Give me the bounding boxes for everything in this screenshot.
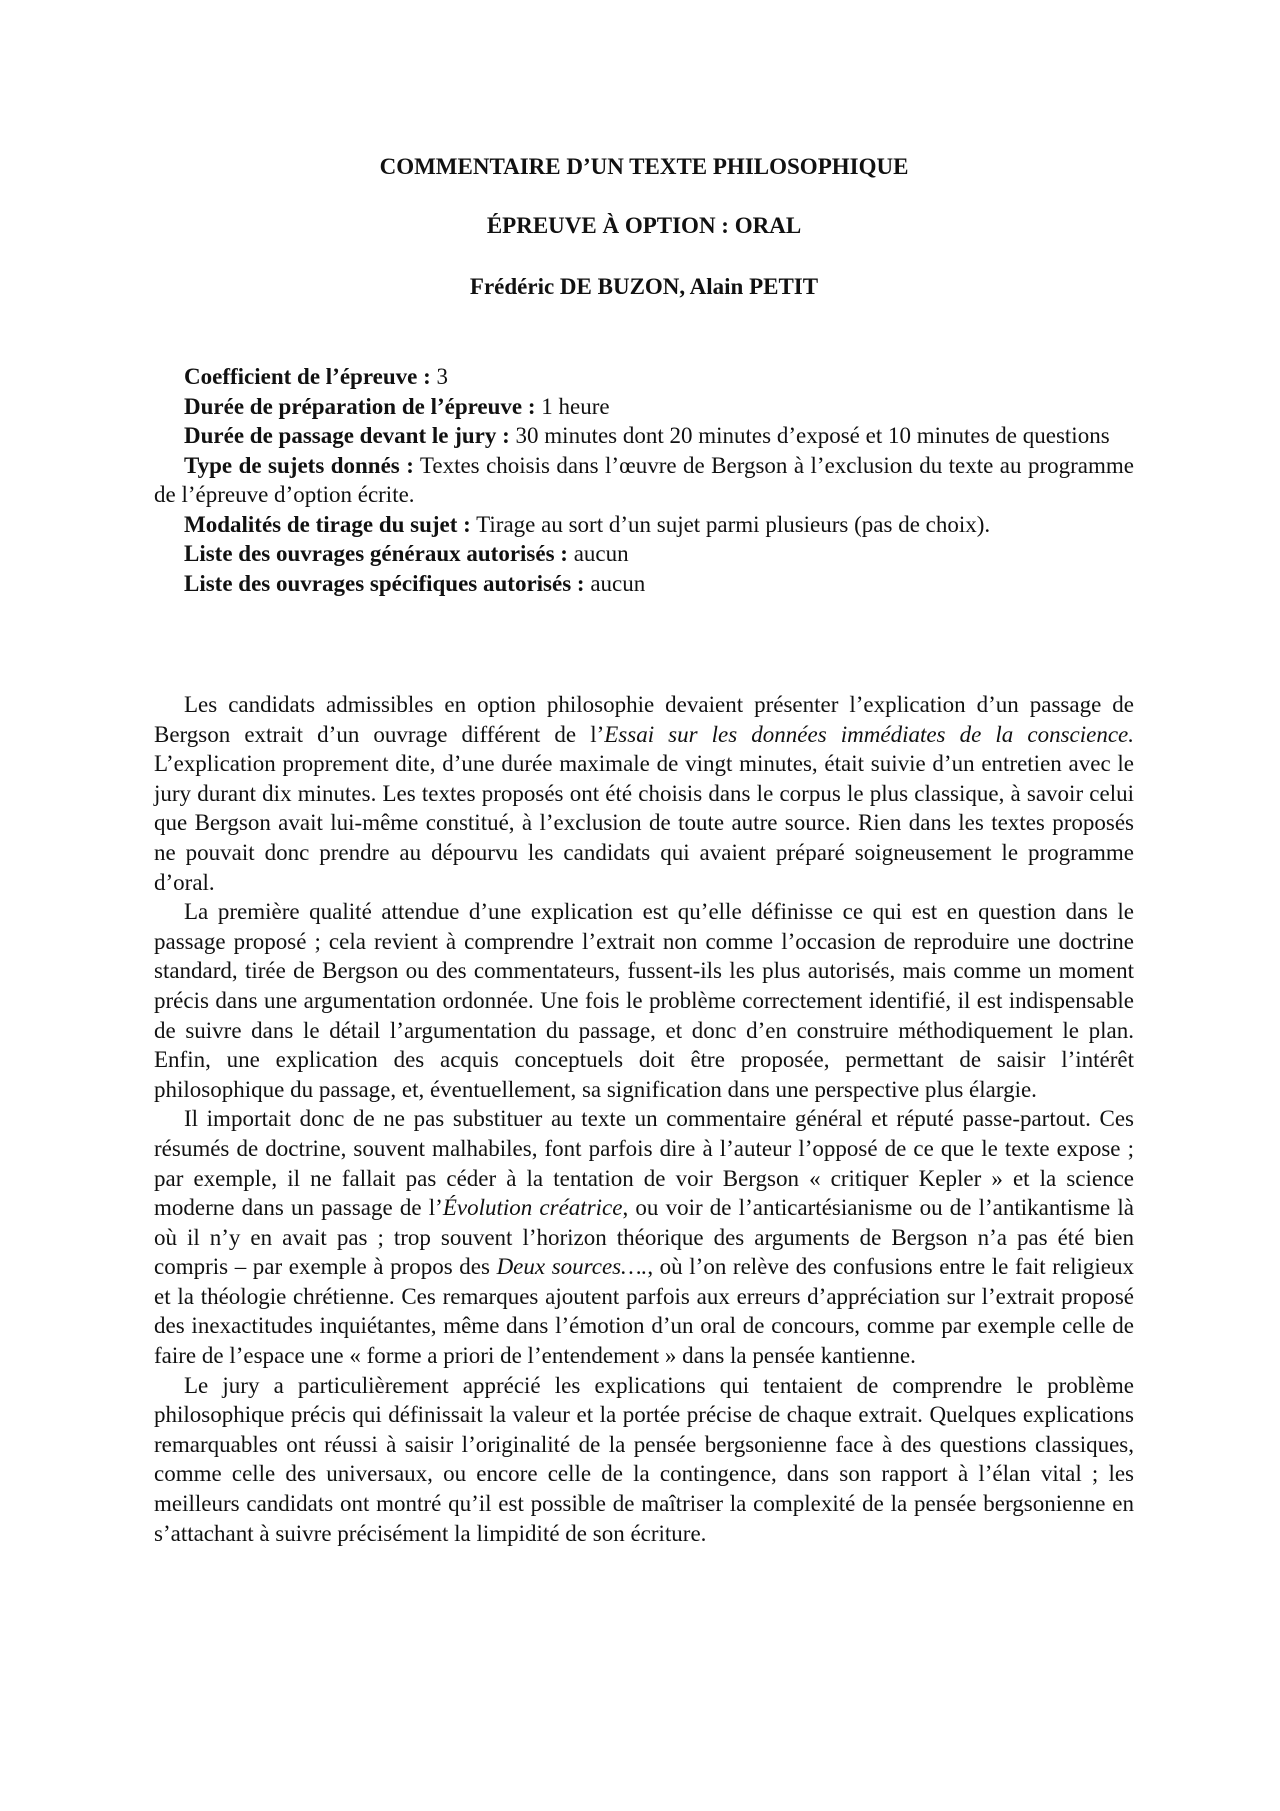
info-coefficient (154, 362, 1134, 392)
info-value: aucun (584, 570, 646, 596)
report-body (154, 690, 1134, 1548)
paragraph-1 (154, 690, 1134, 897)
info-label: Coefficient de l’épreuve : (184, 364, 431, 389)
book-title: Essai sur les données immédiates de la conscience. (604, 721, 1134, 747)
info-type-sujets (154, 451, 1134, 510)
info-tirage (154, 510, 1134, 540)
info-value: Tirage au sort d’un sujet parmi plusieurs (pas de choix). (470, 511, 991, 537)
book-title: Deux sources…. (496, 1254, 648, 1280)
info-label: Liste des ouvrages spécifiques autorisés : (184, 570, 585, 596)
paragraph-text: Il importait donc de ne pas substituer au texte un commentaire général et réputé passe-partout. Ces résumés de doctrine, souvent malhabiles, font parfois dire à l’auteur l’opposé de ce que le texte expose ; par exemple, il ne fallait pas céder à la tentation de voir Bergson « critiquer Kepler » et la science moderne dans un passage de l’ (154, 1106, 1134, 1221)
book-title: Évolution créatrice (442, 1195, 623, 1221)
document-title: COMMENTAIRE D’UN TEXTE PHILOSOPHIQUE (379, 154, 909, 179)
paragraph-text: L’explication proprement dite, d’une durée maximale de vingt minutes, était suivie d’un entretien avec le jury durant dix minutes. Les textes proposés ont été choisis dans le corpus le plus classique, à savoir celui que Bergson avait lui-même constitué, à l’exclusion de toute autre source. Rien dans les textes proposés ne pouvait donc prendre au dépourvu les candidats qui avaient préparé soigneusement le programme d’oral. (154, 751, 1134, 895)
info-label: Liste des ouvrages généraux autorisés : (184, 541, 568, 566)
document-subtitle: ÉPREUVE À OPTION : ORAL (486, 213, 802, 238)
info-preparation (154, 392, 1134, 422)
info-value: aucun (567, 541, 629, 566)
info-value: 3 (430, 364, 448, 389)
exam-info-block (154, 362, 1134, 598)
paragraph-4: Le jury a particulièrement apprécié les explications qui tentaient de comprendre le problème philosophique précis qui définissait la valeur et la portée précise de chaque extrait. Quelques explications remarquables ont réussi à saisir l’originalité de la pensée bergsonienne face à des questions classiques, comme celle des universaux, ou encore celle de la contingence, dans son rapport à l’élan vital ; les meilleurs candidats ont montré qu’il est possible de maîtriser la complexité de la pensée bergsonienne en s’attachant à suivre précisément la limpidité de son écriture. (154, 1372, 1134, 1546)
paragraph-text: , ou voir de l’anticartésianisme ou de l’antikantisme là où il n’y en avait pas ; trop souvent l’horizon théorique des arguments de Bergson n’a pas été bien compris – par exemple à propos des (154, 1195, 1134, 1280)
info-value: 30 minutes dont 20 minutes d’exposé et 10 minutes de questions (509, 423, 1110, 448)
document-authors: Frédéric DE BUZON, Alain PETIT (469, 274, 819, 299)
info-label: Durée de passage devant le jury : (184, 423, 510, 448)
info-passage (154, 421, 1134, 451)
info-value: 1 heure (535, 393, 610, 419)
paragraph-text: , où l’on relève des confusions entre le fait religieux et la théologie chrétienne. Ces remarques ajoutent parfois aux erreurs d’appréciation sur l’extrait proposé des inexactitudes inquiétantes, même dans l’émotion d’un oral de concours, comme par exemple celle de faire de l’espace une « forme a priori de l’entendement » dans la pensée kantienne. (154, 1254, 1134, 1369)
info-label: Durée de préparation de l’épreuve : (184, 393, 536, 419)
info-label: Modalités de tirage du sujet : (184, 511, 471, 537)
info-ouvrages-specifiques (154, 569, 1134, 599)
paragraph-2: La première qualité attendue d’une explication est qu’elle définisse ce qui est en question dans le passage proposé ; cela revient à comprendre l’extrait non comme l’occasion de reproduire une doctrine standard, tirée de Bergson ou des commentateurs, fussent-ils les plus autorisés, mais comme un moment précis dans une argumentation ordonnée. Une fois le problème correctement identifié, il est indispensable de suivre dans le détail l’argumentation du passage, et donc d’en construire méthodiquement le plan. Enfin, une explication des acquis conceptuels doit être proposée, permettant de saisir l’intérêt philosophique du passage, et, éventuellement, sa signification dans une perspective plus élargie. (154, 899, 1134, 1102)
paragraph-text: Les candidats admissibles en option philosophie devaient présenter l’explication d’un passage de Bergson extrait d’un ouvrage différent de l’ (154, 692, 1134, 747)
info-value: Textes choisis dans l’œuvre de Bergson à l’exclusion du texte au programme de l’épreuve d’option écrite. (154, 452, 1134, 507)
info-label: Type de sujets donnés : (184, 452, 414, 478)
paragraph-3 (154, 1104, 1134, 1370)
info-ouvrages-generaux (154, 539, 1134, 569)
